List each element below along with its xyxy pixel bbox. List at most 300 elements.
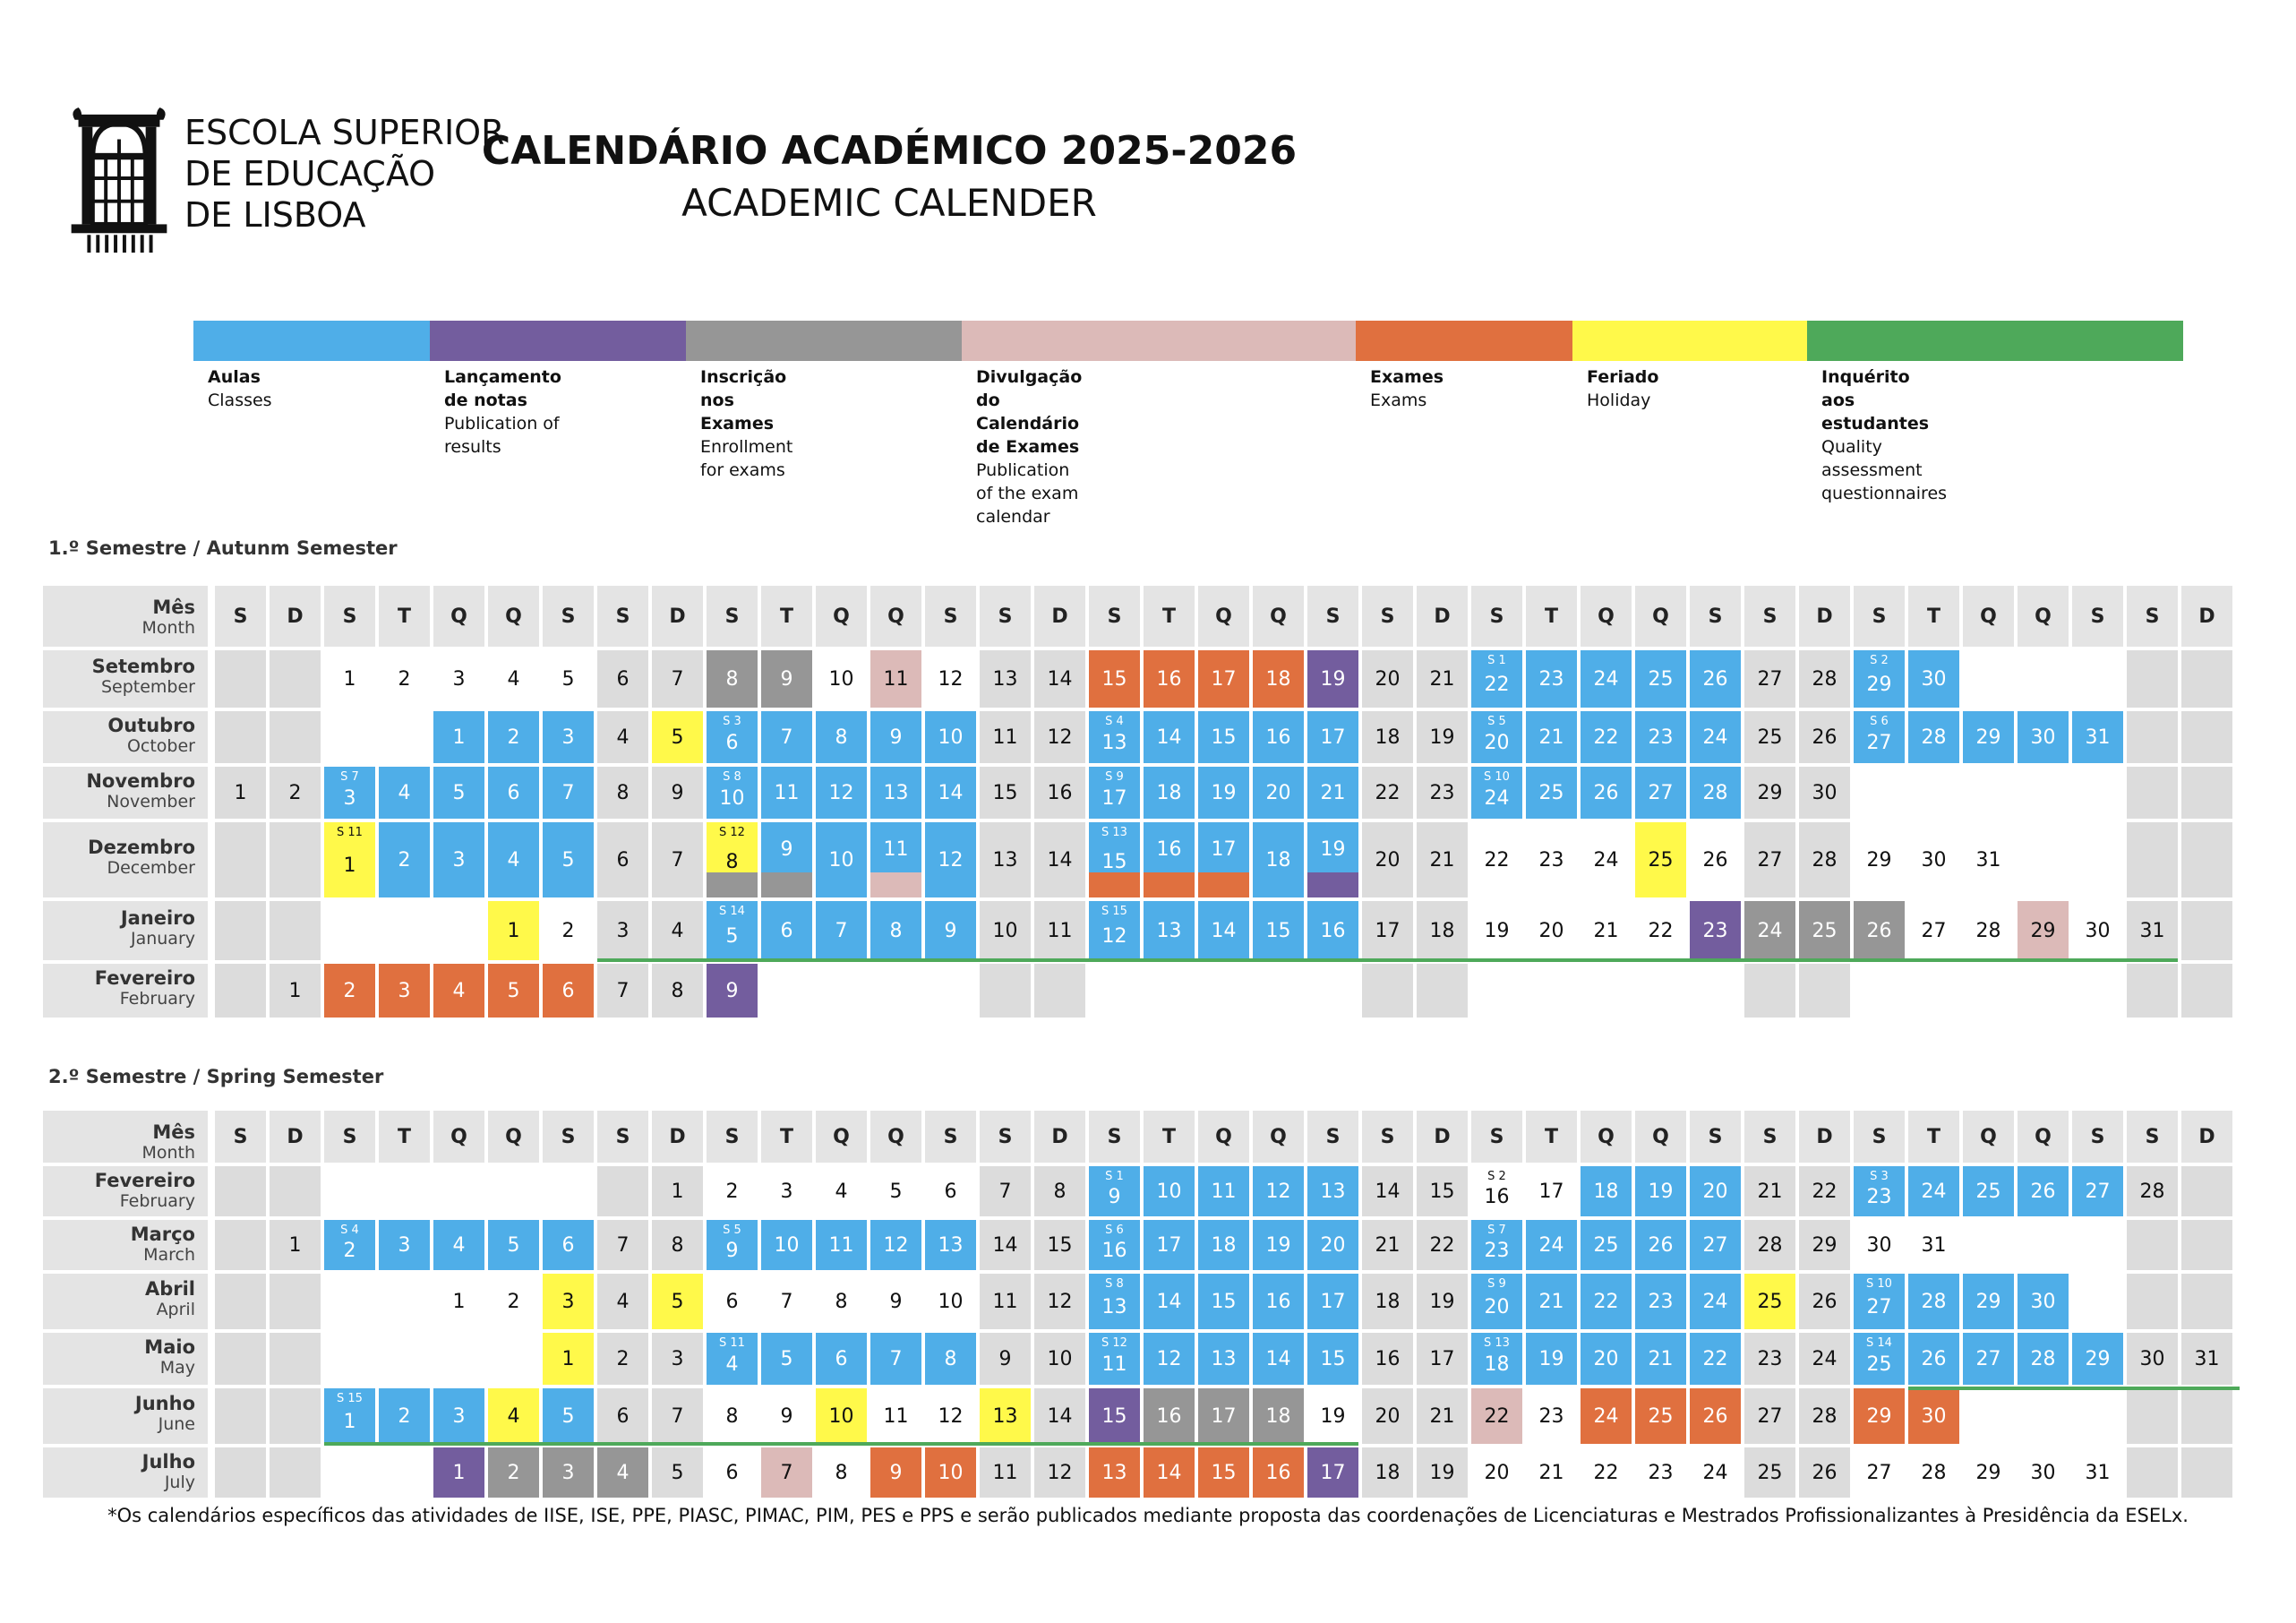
day-cell	[1963, 1333, 2014, 1385]
day-number: 16	[1156, 1404, 1182, 1428]
day-number: 22	[1648, 919, 1674, 942]
day-number: 10	[719, 786, 745, 810]
weekday-header: Q	[1253, 586, 1304, 647]
day-number: 14	[1211, 919, 1237, 942]
week-number-tag: S 10	[1484, 770, 1510, 784]
day-number: 3	[398, 1233, 411, 1257]
day-number: 8	[616, 781, 630, 804]
day-number: 9	[889, 726, 903, 749]
day-cell	[1471, 1220, 1522, 1270]
month-label	[43, 964, 208, 1018]
day-cell	[1034, 767, 1085, 819]
day-number: 27	[1648, 781, 1674, 804]
legend-label-notas	[444, 365, 561, 459]
empty-cell	[2181, 1220, 2232, 1270]
day-number: 8	[725, 667, 739, 691]
day-cell	[597, 1333, 648, 1385]
day-cell	[816, 1274, 867, 1329]
day-number: 1	[288, 1233, 302, 1257]
empty-cell	[488, 1166, 539, 1216]
day-number: 17	[1320, 726, 1346, 749]
day-cell	[433, 711, 484, 763]
day-cell	[1034, 1220, 1085, 1270]
day-number: 15	[1211, 1290, 1237, 1313]
empty-cell	[324, 1166, 375, 1216]
day-cell	[1744, 650, 1795, 708]
day-number: 7	[616, 979, 630, 1002]
day-number: 21	[1538, 1290, 1564, 1313]
day-number: 7	[889, 1347, 903, 1370]
day-cell	[1854, 901, 1905, 960]
day-cell	[1635, 1166, 1686, 1216]
month-name-en: February	[119, 989, 195, 1009]
day-cell	[1417, 711, 1468, 763]
weekday-header: S	[324, 1111, 375, 1163]
day-cell	[1963, 1274, 2014, 1329]
empty-cell	[1854, 767, 1905, 819]
weekday-header: S	[2072, 586, 2123, 647]
day-number: 14	[1375, 1180, 1401, 1203]
day-number: 15	[1429, 1180, 1455, 1203]
day-number: 8	[889, 919, 903, 942]
day-cell	[1963, 1447, 2014, 1498]
day-number: 18	[1375, 726, 1401, 749]
day-cell	[488, 711, 539, 763]
day-number: 15	[1320, 1347, 1346, 1370]
weekday-header: S	[925, 586, 976, 647]
day-number: 3	[671, 1347, 684, 1370]
day-number: 2	[398, 848, 411, 872]
weekday-header: S	[925, 1111, 976, 1163]
day-number: 25	[1866, 1352, 1892, 1376]
day-number: 22	[1484, 848, 1510, 872]
day-cell	[761, 650, 812, 708]
empty-cell	[1253, 964, 1304, 1018]
day-cell	[816, 1166, 867, 1216]
legend-label-en: Publication of the exam calendar	[976, 460, 1079, 527]
day-number: 20	[1702, 1180, 1728, 1203]
day-number: 3	[780, 1180, 793, 1203]
empty-cell	[488, 1333, 539, 1385]
day-number: 19	[1538, 1347, 1564, 1370]
day-number: 17	[1320, 1461, 1346, 1484]
day-number: 24	[1538, 1233, 1564, 1257]
week-number-tag: S 9	[1487, 1277, 1506, 1291]
empty-cell	[2181, 1388, 2232, 1444]
day-number: 10	[828, 667, 854, 691]
day-cell	[324, 767, 375, 819]
day-cell	[652, 1333, 703, 1385]
day-number: 11	[1047, 919, 1073, 942]
day-number: 6	[616, 848, 630, 872]
week-number-tag: S 6	[1870, 715, 1889, 728]
day-number: 2	[398, 667, 411, 691]
day-cell	[1690, 822, 1741, 897]
empty-cell	[2181, 711, 2232, 763]
day-cell	[270, 767, 321, 819]
day-cell	[1854, 1166, 1905, 1216]
day-cell	[1362, 711, 1413, 763]
day-number: 13	[992, 1404, 1018, 1428]
day-cell	[433, 1447, 484, 1498]
day-number: 3	[561, 1290, 575, 1313]
day-number: 13	[938, 1233, 964, 1257]
day-number: 23	[1538, 667, 1564, 691]
day-number: 28	[1702, 781, 1728, 804]
day-number: 20	[1484, 1461, 1510, 1484]
day-cell	[1307, 1333, 1358, 1385]
day-cell	[1581, 901, 1632, 960]
day-number: 26	[1702, 667, 1728, 691]
page-title: CALENDÁRIO ACADÉMICO 2025-2026	[481, 128, 1298, 174]
day-cell	[870, 1166, 921, 1216]
day-number: 17	[1375, 919, 1401, 942]
day-cell	[1253, 767, 1304, 819]
empty-cell	[2072, 1220, 2123, 1270]
day-number: 21	[1757, 1180, 1783, 1203]
day-number: 30	[1921, 848, 1947, 872]
day-number: 7	[671, 848, 684, 872]
day-cell	[707, 1388, 758, 1444]
day-cell	[925, 1333, 976, 1385]
weekday-header: Q	[1581, 1111, 1632, 1163]
day-cell	[925, 650, 976, 708]
empty-cell	[324, 1274, 375, 1329]
day-cell	[324, 650, 375, 708]
day-number: 6	[944, 1180, 957, 1203]
day-number: 5	[725, 924, 739, 948]
day-number: 27	[1702, 1233, 1728, 1257]
day-cell	[707, 711, 758, 763]
day-cell	[1144, 711, 1195, 763]
day-number: 13	[1101, 731, 1127, 754]
day-number: 16	[1265, 726, 1291, 749]
day-cell	[1635, 1220, 1686, 1270]
weekday-header: Q	[1198, 1111, 1249, 1163]
weekday-header: S	[707, 1111, 758, 1163]
day-number: 6	[616, 1404, 630, 1428]
day-number: 21	[1429, 848, 1455, 872]
legend-swatch-inquerito	[1807, 321, 2183, 361]
day-cell	[1362, 1166, 1413, 1216]
day-number: 1	[288, 979, 302, 1002]
day-cell	[2018, 1274, 2069, 1329]
day-number: 31	[2139, 919, 2165, 942]
day-cell	[1799, 1220, 1850, 1270]
day-cell	[1690, 901, 1741, 960]
empty-cell	[1581, 964, 1632, 1018]
day-cell	[597, 1220, 648, 1270]
empty-cell	[2018, 650, 2069, 708]
weekday-header: T	[1526, 586, 1577, 647]
day-cell	[980, 822, 1031, 897]
day-cell	[1034, 1333, 1085, 1385]
day-number: 8	[835, 1290, 848, 1313]
day-cell	[1581, 1274, 1632, 1329]
day-cell	[1471, 1333, 1522, 1385]
day-cell	[1198, 901, 1249, 960]
day-cell	[1089, 1447, 1140, 1498]
day-number: 31	[2194, 1347, 2220, 1370]
day-cell	[379, 1388, 430, 1444]
day-cell	[1417, 1388, 1468, 1444]
week-number-tag: S 11	[337, 826, 363, 839]
day-cell	[597, 1274, 648, 1329]
weekday-header: D	[1799, 586, 1850, 647]
day-number: 7	[998, 1180, 1012, 1203]
day-cell	[1963, 822, 2014, 897]
day-cell	[925, 1220, 976, 1270]
empty-cell	[379, 901, 430, 960]
weekday-header: S	[1744, 1111, 1795, 1163]
day-cell	[1690, 1333, 1741, 1385]
day-number: 13	[883, 781, 909, 804]
weekday-header: T	[1908, 1111, 1959, 1163]
day-cell	[870, 767, 921, 819]
school-name-line: DE EDUCAÇÃO	[184, 154, 436, 193]
week-number-tag: S 1	[1487, 654, 1506, 667]
day-number: 5	[507, 1233, 520, 1257]
weekday-header: Q	[870, 586, 921, 647]
status-strip-exames	[1198, 872, 1249, 897]
month-header-label	[43, 1111, 208, 1163]
day-cell	[761, 1220, 812, 1270]
day-cell	[1854, 711, 1905, 763]
empty-cell	[2181, 650, 2232, 708]
weekday-header: S	[1471, 1111, 1522, 1163]
day-number: 21	[1429, 1404, 1455, 1428]
day-number: 14	[1156, 726, 1182, 749]
day-cell	[1417, 767, 1468, 819]
day-cell	[761, 1388, 812, 1444]
month-name-pt: Fevereiro	[94, 967, 195, 989]
weekday-header: S	[980, 586, 1031, 647]
empty-cell	[2072, 767, 2123, 819]
legend-label-pt: Aulas	[208, 367, 261, 387]
empty-cell	[2127, 1274, 2178, 1329]
day-cell	[707, 1220, 758, 1270]
day-cell	[1089, 1220, 1140, 1270]
day-cell	[1307, 711, 1358, 763]
day-number: 26	[1593, 781, 1619, 804]
weekday-header: D	[1417, 586, 1468, 647]
day-number: 21	[1593, 919, 1619, 942]
day-cell	[1034, 650, 1085, 708]
empty-cell	[1963, 650, 2014, 708]
day-cell	[707, 1447, 758, 1498]
day-cell	[652, 711, 703, 763]
day-number: 22	[1429, 1233, 1455, 1257]
day-cell	[1635, 1388, 1686, 1444]
day-cell	[2072, 1333, 2123, 1385]
day-cell	[980, 1388, 1031, 1444]
day-cell	[2018, 1333, 2069, 1385]
day-number: 17	[1538, 1180, 1564, 1203]
day-number: 1	[343, 667, 356, 691]
day-cell	[980, 1220, 1031, 1270]
day-number: 2	[343, 979, 356, 1002]
day-cell	[1253, 822, 1304, 897]
day-cell	[2127, 1333, 2178, 1385]
day-number: 13	[1101, 1295, 1127, 1318]
day-cell	[1307, 650, 1358, 708]
day-cell	[1581, 711, 1632, 763]
day-cell	[1253, 901, 1304, 960]
day-number: 24	[1593, 848, 1619, 872]
day-cell	[1526, 1333, 1577, 1385]
day-cell	[1799, 1388, 1850, 1444]
day-number: 27	[1866, 1295, 1892, 1318]
day-number: 22	[1484, 673, 1510, 696]
day-cell	[1034, 1166, 1085, 1216]
day-number: 16	[1265, 1461, 1291, 1484]
day-cell	[543, 1447, 594, 1498]
day-cell	[761, 901, 812, 960]
day-cell	[324, 1388, 375, 1444]
day-number: 5	[889, 1180, 903, 1203]
day-cell	[1854, 650, 1905, 708]
day-number: 8	[671, 1233, 684, 1257]
day-cell	[1526, 901, 1577, 960]
day-cell	[597, 650, 648, 708]
day-cell	[925, 1166, 976, 1216]
day-cell	[1526, 650, 1577, 708]
day-number: 19	[1320, 667, 1346, 691]
empty-cell	[2127, 964, 2178, 1018]
empty-cell	[215, 822, 266, 897]
day-number: 27	[1921, 919, 1947, 942]
day-number: 21	[1538, 726, 1564, 749]
day-cell	[1526, 1388, 1577, 1444]
day-cell	[1089, 901, 1140, 960]
day-number: 7	[671, 1404, 684, 1428]
day-cell	[1744, 711, 1795, 763]
day-number: 1	[234, 781, 247, 804]
empty-cell	[1963, 1220, 2014, 1270]
day-number: 24	[1921, 1180, 1947, 1203]
day-number: 11	[883, 1404, 909, 1428]
day-cell	[1253, 711, 1304, 763]
day-cell	[1908, 1333, 1959, 1385]
day-number: 22	[1702, 1347, 1728, 1370]
day-cell	[1581, 1388, 1632, 1444]
empty-cell	[816, 964, 867, 1018]
day-cell	[543, 901, 594, 960]
day-cell	[652, 1274, 703, 1329]
day-cell	[870, 901, 921, 960]
day-cell	[1908, 650, 1959, 708]
day-number: 29	[2085, 1347, 2111, 1370]
empty-cell	[324, 1447, 375, 1498]
day-number: 13	[992, 848, 1018, 872]
day-cell	[1744, 901, 1795, 960]
day-number: 25	[1538, 781, 1564, 804]
weekday-header: Q	[1581, 586, 1632, 647]
empty-cell	[215, 1447, 266, 1498]
weekday-header: Q	[2018, 586, 2069, 647]
day-number: 12	[938, 1404, 964, 1428]
day-number: 12	[938, 667, 964, 691]
status-strip-divulgacao	[870, 872, 921, 897]
empty-cell	[1034, 964, 1085, 1018]
day-cell	[1417, 1274, 1468, 1329]
day-number: 17	[1101, 786, 1127, 810]
empty-cell	[215, 1166, 266, 1216]
empty-cell	[1417, 964, 1468, 1018]
legend-label-pt: Feriado	[1587, 367, 1659, 387]
empty-cell	[215, 1333, 266, 1385]
day-number: 5	[671, 1461, 684, 1484]
day-number: 14	[1156, 1461, 1182, 1484]
day-cell	[1635, 1274, 1686, 1329]
empty-cell	[2072, 1388, 2123, 1444]
day-number: 12	[883, 1233, 909, 1257]
day-cell	[707, 822, 758, 897]
day-cell	[597, 767, 648, 819]
day-cell	[1307, 1388, 1358, 1444]
day-number: 9	[889, 1461, 903, 1484]
weekday-header: S	[543, 1111, 594, 1163]
day-cell	[1854, 1220, 1905, 1270]
month-header-pt: Mês	[152, 597, 195, 618]
day-cell	[816, 1333, 867, 1385]
day-number: 31	[1975, 848, 2001, 872]
day-cell	[1744, 1166, 1795, 1216]
day-cell	[1362, 767, 1413, 819]
day-cell	[2018, 1447, 2069, 1498]
day-cell	[597, 901, 648, 960]
day-number: 4	[507, 667, 520, 691]
day-cell	[1744, 1220, 1795, 1270]
day-cell	[379, 822, 430, 897]
day-cell	[1307, 1220, 1358, 1270]
day-number: 24	[1593, 1404, 1619, 1428]
day-cell	[1744, 1388, 1795, 1444]
day-cell	[1144, 1274, 1195, 1329]
week-number-tag: S 4	[340, 1224, 359, 1237]
day-cell	[1253, 1447, 1304, 1498]
day-number: 4	[671, 919, 684, 942]
day-cell	[816, 1388, 867, 1444]
day-number: 18	[1375, 1461, 1401, 1484]
empty-cell	[2181, 767, 2232, 819]
month-label	[43, 650, 208, 708]
day-cell	[543, 711, 594, 763]
weekday-header: Q	[488, 1111, 539, 1163]
day-number: 3	[398, 979, 411, 1002]
day-number: 26	[1648, 1233, 1674, 1257]
day-cell	[488, 964, 539, 1018]
day-number: 6	[780, 919, 793, 942]
day-number: 2	[616, 1347, 630, 1370]
empty-cell	[270, 711, 321, 763]
legend-label-pt: Lançamento de notas	[444, 367, 561, 410]
day-number: 17	[1429, 1347, 1455, 1370]
day-cell	[543, 1274, 594, 1329]
empty-cell	[2127, 767, 2178, 819]
month-name-pt: Março	[130, 1224, 195, 1245]
day-cell	[1908, 901, 1959, 960]
day-number: 9	[780, 837, 793, 861]
month-name-en: April	[156, 1300, 195, 1319]
month-name-en: September	[100, 677, 195, 697]
day-number: 7	[616, 1233, 630, 1257]
day-cell	[1307, 1447, 1358, 1498]
day-cell	[1034, 901, 1085, 960]
day-cell	[488, 1388, 539, 1444]
day-number: 25	[1648, 667, 1674, 691]
day-cell	[433, 1220, 484, 1270]
